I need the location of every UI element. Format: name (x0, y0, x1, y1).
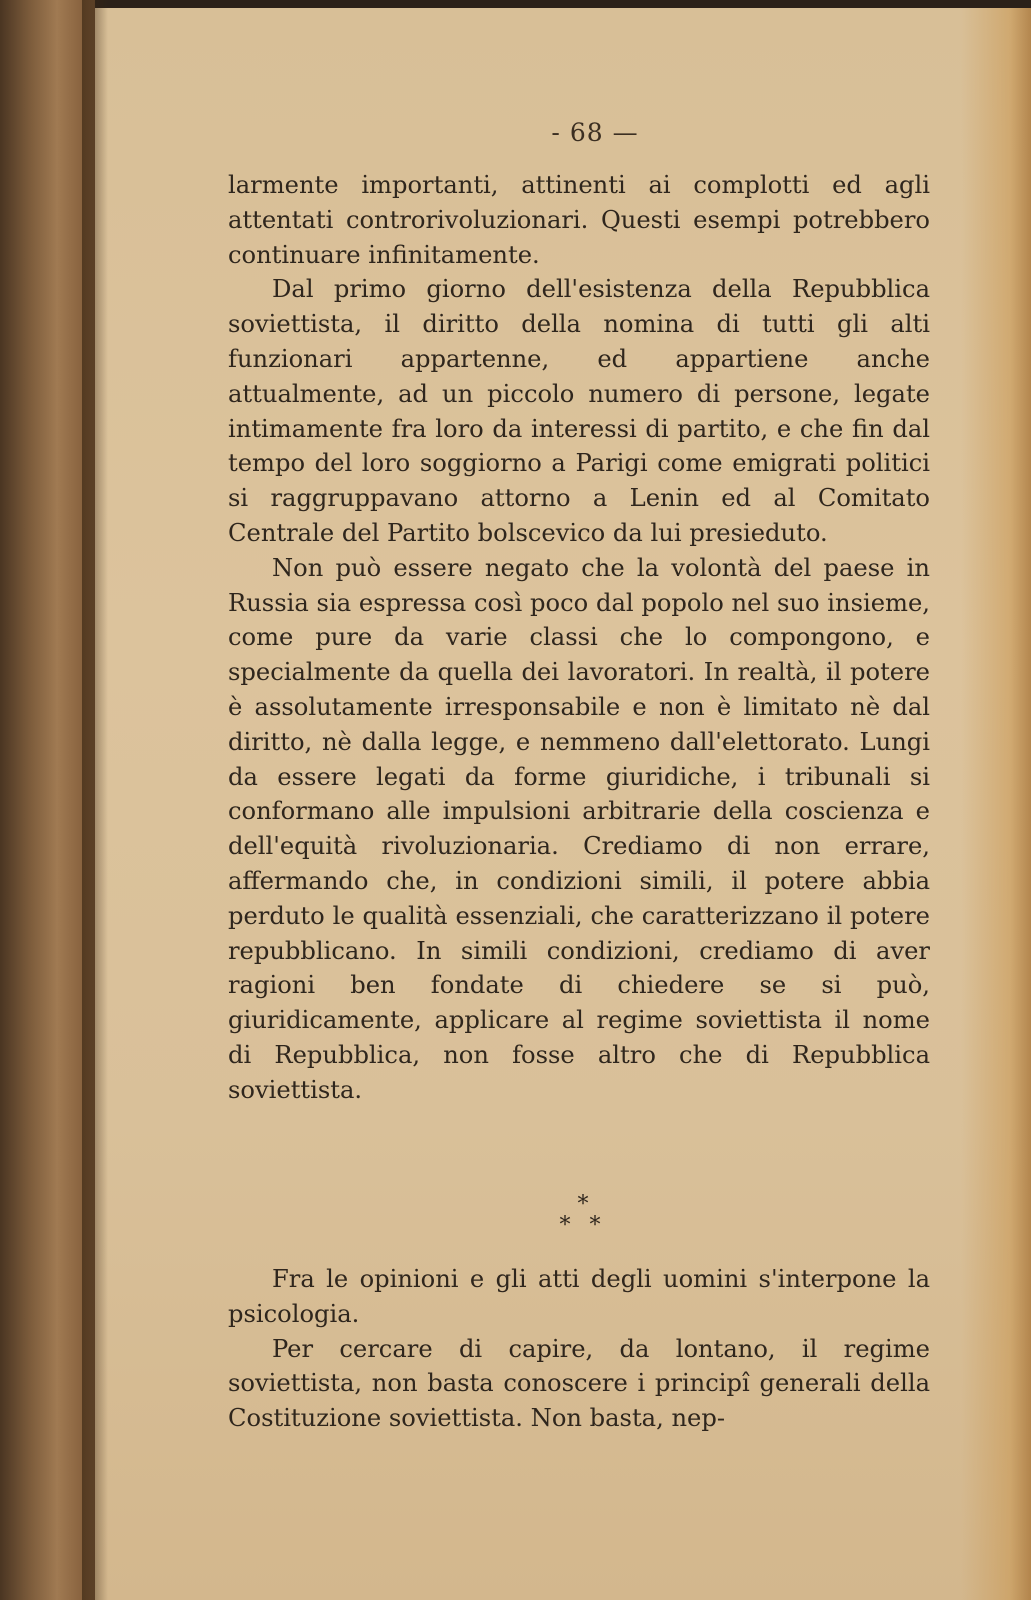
asterism-top: * (577, 1192, 589, 1217)
page-number: - 68 — (551, 118, 639, 147)
paper-edge-shading (961, 8, 1031, 1600)
book-binding (0, 0, 95, 1600)
asterism-bottom: * * (559, 1213, 607, 1238)
main-text (228, 168, 930, 1108)
paragraph-1: larmente importanti, attinenti ai complotti ed agli attentati controrivoluzionari. Questi esempi potrebbero continuare infinitamente. (228, 171, 930, 269)
paragraph-4: Fra le opinioni e gli atti degli uomini s'interpone la psicologia. (228, 1265, 930, 1328)
section-text (228, 1262, 930, 1436)
section-asterism (555, 1192, 611, 1238)
paragraph-5: Per cercare di capire, da lontano, il regime soviettista, non basta conoscere i principî generali della Costituzione soviettista. Non basta, nep- (228, 1334, 930, 1433)
binding-shadow (82, 0, 108, 1600)
paragraph-3: Non può essere negato che la volontà del paese in Russia sia espressa così poco dal popolo nel suo insieme, come pure da varie classi che lo compongono, e specialmente da quella dei lavoratori. In realtà, il potere è assolutamente irresponsabile e non è limitato nè dal diritto, nè dalla legge, e nemmeno dall'elettorato. Lungi da essere legati da forme giuridiche, i tribunali si conformano alle impulsioni arbitrarie della coscienza e dell'equità rivoluzionaria. Crediamo di non errare, affermando che, in condizioni simili, il potere abbia perduto le qualità essenziali, che caratterizzano il potere repubblicano. In simili condizioni, crediamo di aver ragioni ben fondate di chiedere se si può, giuridicamente, applicare al regime soviettista il nome di Repubblica, non fosse altro che di Repubblica soviettista. (228, 553, 930, 1104)
paragraph-2: Dal primo giorno dell'esistenza della Repubblica soviettista, il diritto della nomina di tutti gli alti funzionari appartenne, ed appartiene anche attualmente, ad un piccolo numero di persone, legate intimamente fra loro da interessi di partito, e che fin dal tempo del loro soggiorno a Parigi come emigrati politici si raggruppavano attorno a Lenin ed al Comitato Centrale del Partito bolscevico da lui presieduto. (228, 275, 930, 547)
